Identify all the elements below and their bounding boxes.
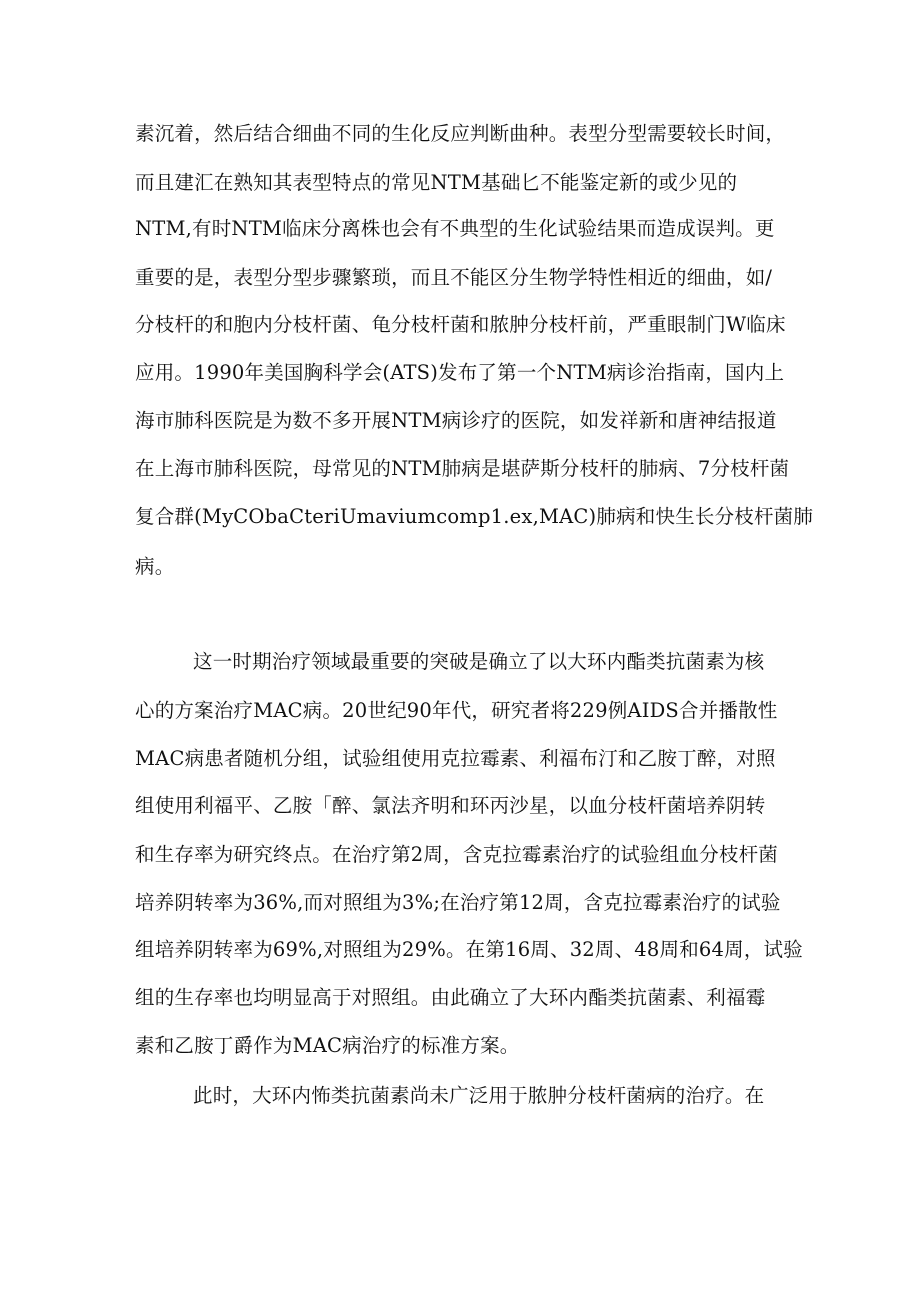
text-line: MAC病患者随机分组，试验组使用克拉霉素、利福布汀和乙胺丁醉，对照 <box>135 747 776 770</box>
text-line: 组培养阴转率为69%,对照组为29%。在第16周、32周、48周和64周，试验 <box>135 938 803 961</box>
text-line: 重要的是，表型分型步骤繁琐，而且不能区分生物学特性相近的细曲，如/ <box>135 266 773 289</box>
text-line: 组的生存率也均明显高于对照组。由此确立了大环内酯类抗菌素、利福霉 <box>135 986 766 1009</box>
text-line: 培养阴转率为36%,而对照组为3%;在治疗第12周，含克拉霉素治疗的试验 <box>135 891 781 914</box>
text-line: 此时，大环内怖类抗菌素尚未广泛用于脓肿分枝杆菌病的治疗。在 <box>193 1084 765 1107</box>
text-line: 分枝杆的和胞内分枝杆菌、龟分枝杆菌和脓肿分枝杆前，严重眼制门W临床 <box>135 313 786 336</box>
text-line: 复合群(MyCObaCteriUmaviumcomp1.ex,MAC)肺病和快生长分枝杆菌肺 <box>135 505 814 528</box>
text-line: 心的方案治疗MAC病。20世纪90年代，研究者将229例AIDS合并播散性 <box>135 699 778 722</box>
text-line: 这一时期治疗领域最重要的突破是确立了以大环内酯类抗菌素为核 <box>193 650 765 673</box>
text-line: 应用。1990年美国胸科学会(ATS)发布了第一个NTM病诊治指南，国内上 <box>135 361 785 384</box>
text-line: 组使用利福平、乙胺「醉、氯法齐明和环丙沙星，以血分枝杆菌培养阴转 <box>135 794 766 817</box>
text-line: 素沉着，然后结合细曲不同的生化反应判断曲种。表型分型需要较长时间， <box>135 122 786 145</box>
text-line: NTM,有时NTM临床分离株也会有不典型的生化试验结果而造成误判。更 <box>135 217 775 240</box>
text-line: 而且建汇在熟知其表型特点的常见NTM基础匕不能鉴定新的或少见的 <box>135 171 738 194</box>
text-line: 海市肺科医院是为数不多开展NTM病诊疗的医院，如发祥新和唐神结报道 <box>135 409 777 432</box>
text-line: 在上海市肺科医院，母常见的NTM肺病是堪萨斯分枝杆的肺病、7分枝杆菌 <box>135 457 790 480</box>
text-line: 和生存率为研究终点。在治疗第2周，含克拉霉素治疗的试验组血分枝杆菌 <box>135 843 779 866</box>
text-line: 素和乙胺丁爵作为MAC病治疗的标准方案。 <box>135 1034 520 1057</box>
text-line: 病。 <box>135 555 175 578</box>
